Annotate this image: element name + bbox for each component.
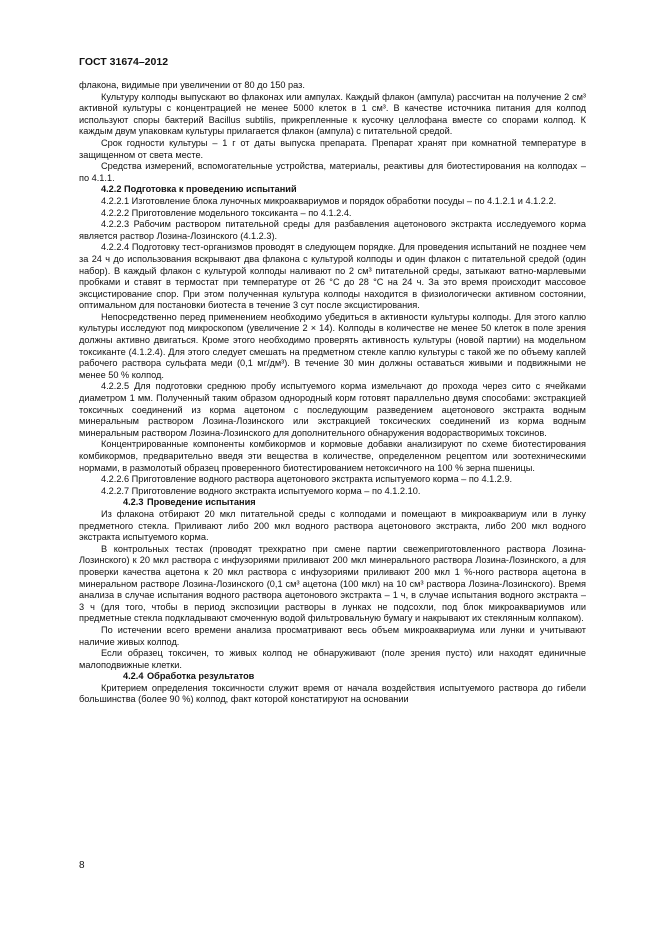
paragraph: 4.2.2.4 Подготовку тест-организмов проводят в следующем порядке. Для проведения испытаний не позднее чем за 24 ч до использования вскрывают два флакона с культурой колподы и один флакон с питательной средой (один набор). В каждый флакон с культурой колподы наливают по 2 см³ питательной среды, затыкают ватно-марлевыми пробками и ставят в термостат при температуре от 26 °С до 28 °С на 24 ч. За это время происходит массовое эксцистирование спор. При этом полученная культура колподы находится в физиологически активном состоянии, оптимальном для постановки биотеста в течение 3 сут после эксцистирования. <box>79 242 586 311</box>
paragraph: Если образец токсичен, то живых колпод не обнаруживают (поле зрения пусто) или находят единичные малоподвижные клетки. <box>79 648 586 670</box>
section-title: Обработка результатов <box>147 671 255 682</box>
paragraph: Срок годности культуры – 1 г от даты выпуска препарата. Препарат хранят при комнатной температуре в защищенном от света месте. <box>79 137 586 160</box>
section-heading <box>79 671 586 683</box>
paragraph: Критерием определения токсичности служит время от начала воздействия испытуемого раствора до гибели большинства (более 90 %) колпод, факт которой констатируют на основании <box>79 682 586 705</box>
paragraph: 4.2.2.2 Приготовление модельного токсиканта – по 4.1.2.4. <box>101 207 352 218</box>
paragraph: Из флакона отбирают 20 мкл питательной среды с колподами и помещают в микроаквариум или в лунку предметного стекла. Приливают либо 200 мкл водного раствора ацетонового экстракта, либо 200 мкл водного экстракта испытуемого корма. <box>79 508 586 543</box>
paragraph: В контрольных тестах (проводят трехкратно при смене партии свежеприготовленного раствора Лозина-Лозинского) к 20 мкл раствора с инфузориями приливают 200 мкл минерального раствора Лозина-Лозинского, а для проверки качества ацетона к 20 мкл раствора с инфузориями приливают 200 мкл 1 %-ного раствора ацетона в минеральном растворе Лозина-Лозинского (0,1 см³ ацетона (100 мкл) на 10 см³ раствора Лозина-Лозинского). Время анализа в случае испытания водного раствора ацетонового экстракта – 1 ч, в случае испытания водного экстракта – 3 ч (для того, чтобы в период экспозиции растворы в лунках не подсохли, под блок микроаквариумов или предметные стекла подкладывают смоченную водой фильтровальную бумагу и накрывают их стеклянным колпаком). <box>79 543 586 624</box>
paragraph: Средства измерений, вспомогательные устройства, материалы, реактивы для биотестирования на колподах – по 4.1.1. <box>79 161 586 183</box>
page-number: 8 <box>79 860 85 871</box>
paragraph: 4.2.2.3 Рабочим раствором питательной среды для разбавления ацетонового экстракта исследуемого корма является раствор Лозина-Лозинского (4.1.2.3). <box>79 219 586 241</box>
section-number: 4.2.3 <box>123 497 144 508</box>
paragraph: Непосредственно перед применением необходимо убедиться в активности культуры колподы. Для этого каплю культуры исследуют под микроскопом (увеличение 2 × 14). Колподы в количестве не менее 50 клеток в поле зрения должны активно двигаться. Кроме этого необходимо проверять активность культуры (новой партии) на модельном токсиканте (4.1.2.4). Для этого следует смешать на предметном стекле каплю культуры с такой же по объему каплей рабочего раствора сульфата меди (0,1 мг/дм³). В течение 30 мин должны оставаться живыми и подвижными не менее 50 % колпод. <box>79 311 586 380</box>
paragraph: Концентрированные компоненты комбикормов и кормовые добавки анализируют по схеме биотестирования комбикормов, предварительно введя эти вещества в количестве, определенном рецептом или зоотехническими нормами, в размолотый образец проверенного биотестированием нетоксичного на 100 % зерна пшеницы. <box>79 439 586 473</box>
paragraph: Культуру колподы выпускают во флаконах или ампулах. Каждый флакон (ампула) рассчитан на получение 2 см³ активной культуры с концентрацией не менее 5000 клеток в 1 см³. В качестве источника питания для колпод используют споры бактерий Bacillus subtilis, прикрепленные к кусочку целлофана вместе со спорами колпод. К каждым двум упаковкам культуры прилагается флакон (ампула) с питательной средой. <box>79 91 586 137</box>
document-header: ГОСТ 31674–2012 <box>79 56 169 68</box>
document-body <box>79 80 586 706</box>
section-number: 4.2.4 <box>123 671 144 682</box>
paragraph: 4.2.2.6 Приготовление водного раствора ацетонового экстракта испытуемого корма – по 4.1.2.9. <box>101 474 513 485</box>
section-heading <box>79 497 586 509</box>
paragraph: 4.2.2.1 Изготовление блока луночных микроаквариумов и порядок обработки посуды – по 4.1.2.1 и 4.1.2.2. <box>101 195 557 206</box>
paragraph: 4.2.2.7 Приготовление водного экстракта испытуемого корма – по 4.1.2.10. <box>101 485 421 496</box>
paragraph: По истечении всего времени анализа просматривают весь объем микроаквариума или лунки и учитывают наличие живых колпод. <box>79 624 586 647</box>
section-title: Проведение испытания <box>147 497 256 508</box>
paragraph: флакона, видимые при увеличении от 80 до 150 раз. <box>79 80 305 90</box>
paragraph: 4.2.2.5 Для подготовки среднюю пробу испытуемого корма измельчают до прохода через сито с ячейками диаметром 1 мм. Полученный таким образом однородный корм готовят параллельно двумя способами: экстракцией токсичных соединений из корма ацетоном с последующим разведением ацетонового экстракта водным минеральным раствором Лозина-Лозинского или экстракцией токсических соединений из корма водным минеральным раствором Лозина-Лозинского для дополнительного обнаружения водорастворимых токсинов. <box>79 381 586 438</box>
section-heading: 4.2.2 Подготовка к проведению испытаний <box>101 184 297 195</box>
